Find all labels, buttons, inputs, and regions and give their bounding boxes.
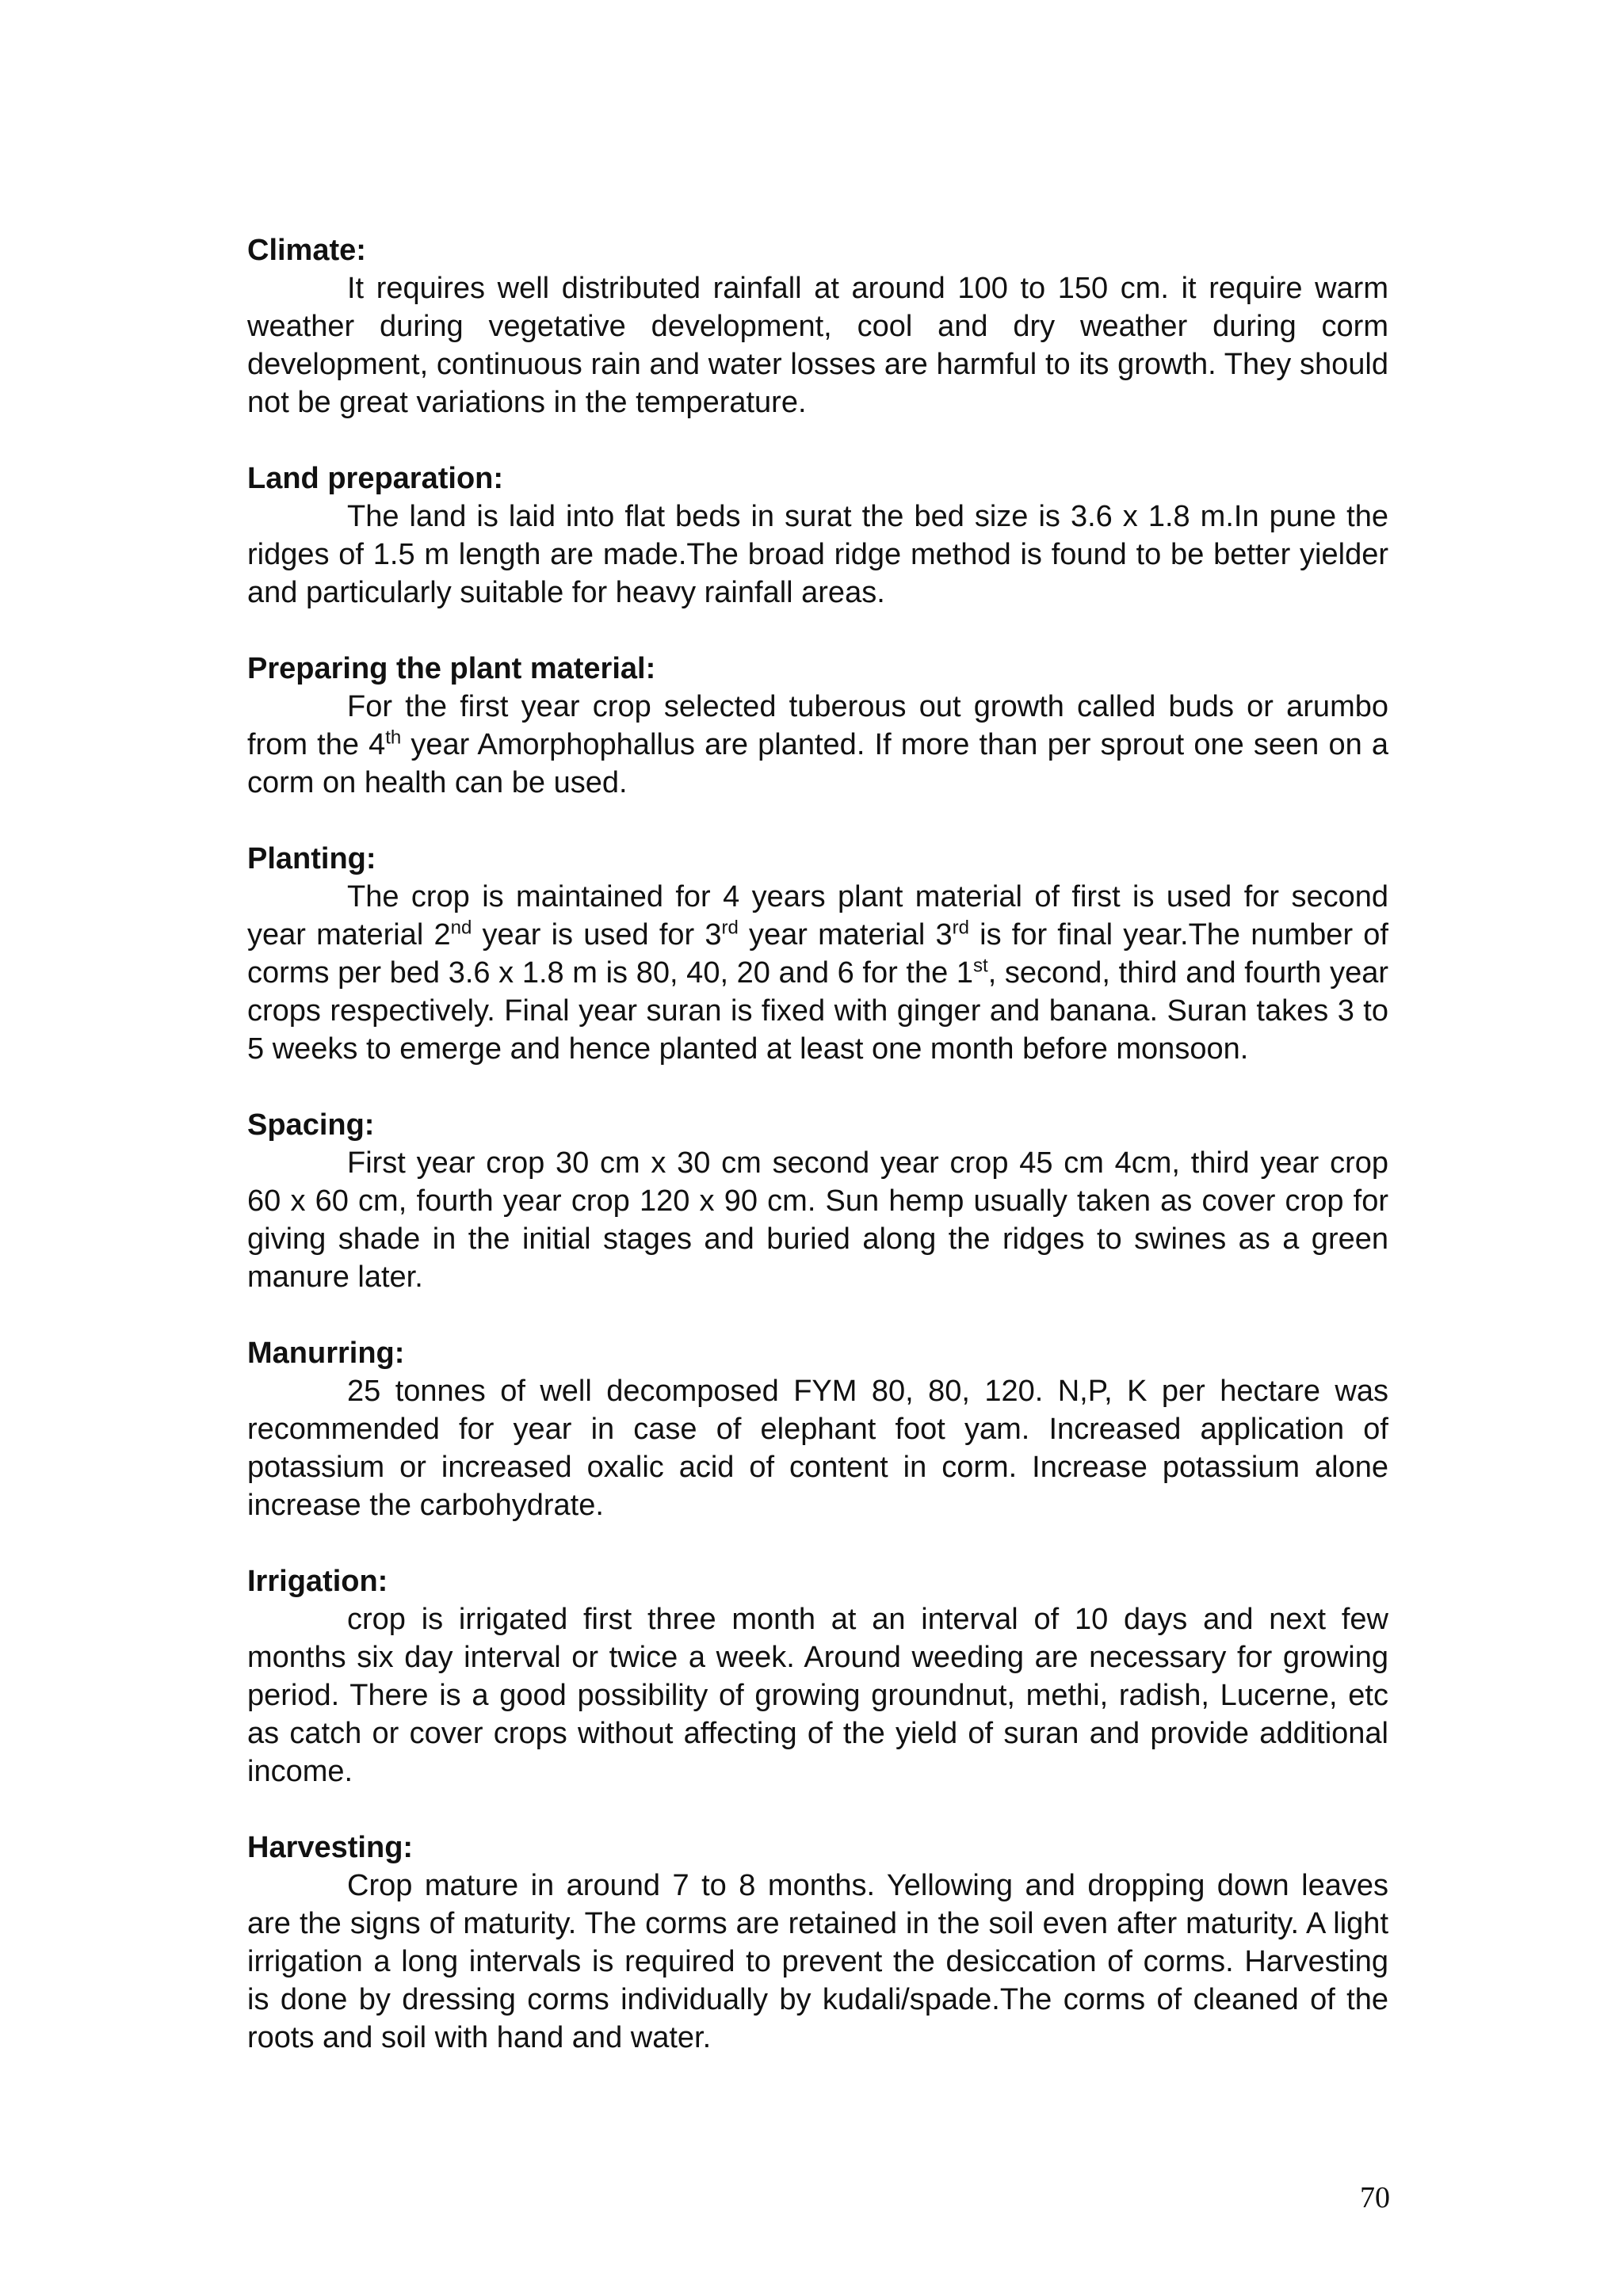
ordinal-suffix: th xyxy=(385,727,402,749)
paragraph-text: year is used for 3 xyxy=(472,918,722,952)
paragraph-text: year material 3 xyxy=(738,918,953,952)
section-harvesting xyxy=(247,1829,1388,2057)
section-paragraph: Crop mature in around 7 to 8 months. Yellowing and dropping down leaves are the signs of maturity. The corms are retained in the soil even after maturity. A light irrigation a long intervals is required to prevent the desiccation of corms. Harvesting is done by dressing corms individually by kudali/spade.The corms of cleaned of the roots and soil with hand and water. xyxy=(247,1869,1388,2054)
section-manurring xyxy=(247,1334,1388,1524)
section-heading: Preparing the plant material: xyxy=(247,652,656,685)
ordinal-suffix: st xyxy=(973,955,988,977)
ordinal-suffix: rd xyxy=(721,917,739,939)
section-spacing xyxy=(247,1106,1388,1296)
section-paragraph xyxy=(247,688,1388,802)
section-paragraph: crop is irrigated first three month at an interval of 10 days and next few months six day interval or twice a week. Around weeding are necessary for growing period. There is a good possibility of growing groundnut, methi, radish, Lucerne, etc as catch or cover crops without affecting of the yield of suran and provide additional income. xyxy=(247,1603,1388,1788)
section-heading: Manurring: xyxy=(247,1337,405,1370)
paragraph-text: , second, third and fourth year crops respectively. Final year suran is fixed with ginger and banana. Suran takes 3 to 5 weeks to emerge and hence planted at least one month before monsoon. xyxy=(247,956,1388,1066)
section-irrigation xyxy=(247,1562,1388,1791)
paragraph-text: The crop is maintained for 4 years plant material of first is used for second year material 2 xyxy=(247,880,1388,952)
section-heading: Climate: xyxy=(247,234,366,267)
section-paragraph: First year crop 30 cm x 30 cm second year crop 45 cm 4cm, third year crop 60 x 60 cm, fourth year crop 120 x 90 cm. Sun hemp usually taken as cover crop for giving shade in the initial stages and buried along the ridges to swines as a green manure later. xyxy=(247,1146,1388,1294)
section-climate xyxy=(247,231,1388,421)
ordinal-suffix: rd xyxy=(952,917,969,939)
document-body xyxy=(247,231,1388,2095)
section-heading: Irrigation: xyxy=(247,1565,388,1598)
section-paragraph: 25 tonnes of well decomposed FYM 80, 80, 120. N,P, K per hectare was recommended for year in case of elephant foot yam. Increased application of potassium or increased oxalic acid of content in corm. Increase potassium alone increase the carbohydrate. xyxy=(247,1375,1388,1522)
paragraph-text: year Amorphophallus are planted. If more than per sprout one seen on a corm on health can be used. xyxy=(247,728,1388,799)
section-preparing-plant-material xyxy=(247,650,1388,802)
section-paragraph xyxy=(247,878,1388,1068)
section-paragraph: It requires well distributed rainfall at around 100 to 150 cm. it require warm weather during vegetative development, cool and dry weather during corm development, continuous rain and water losses are harmful to its growth. They should not be great variations in the temperature. xyxy=(247,272,1388,419)
section-paragraph: The land is laid into flat beds in surat the bed size is 3.6 x 1.8 m.In pune the ridges of 1.5 m length are made.The broad ridge method is found to be better yielder and particularly suitable for heavy rainfall areas. xyxy=(247,500,1388,609)
section-heading: Planting: xyxy=(247,842,376,875)
section-heading: Land preparation: xyxy=(247,462,504,495)
section-heading: Spacing: xyxy=(247,1108,375,1142)
page-number: 70 xyxy=(1360,2181,1390,2214)
paragraph-text: For the first year crop selected tuberous out growth called buds or arumbo from the 4 xyxy=(247,690,1388,761)
section-heading: Harvesting: xyxy=(247,1831,414,1864)
ordinal-suffix: nd xyxy=(450,917,472,939)
paragraph-text: is for final year.The number of corms per bed 3.6 x 1.8 m is 80, 40, 20 and 6 for the 1 xyxy=(247,918,1388,990)
section-land-preparation xyxy=(247,460,1388,612)
section-planting xyxy=(247,840,1388,1068)
